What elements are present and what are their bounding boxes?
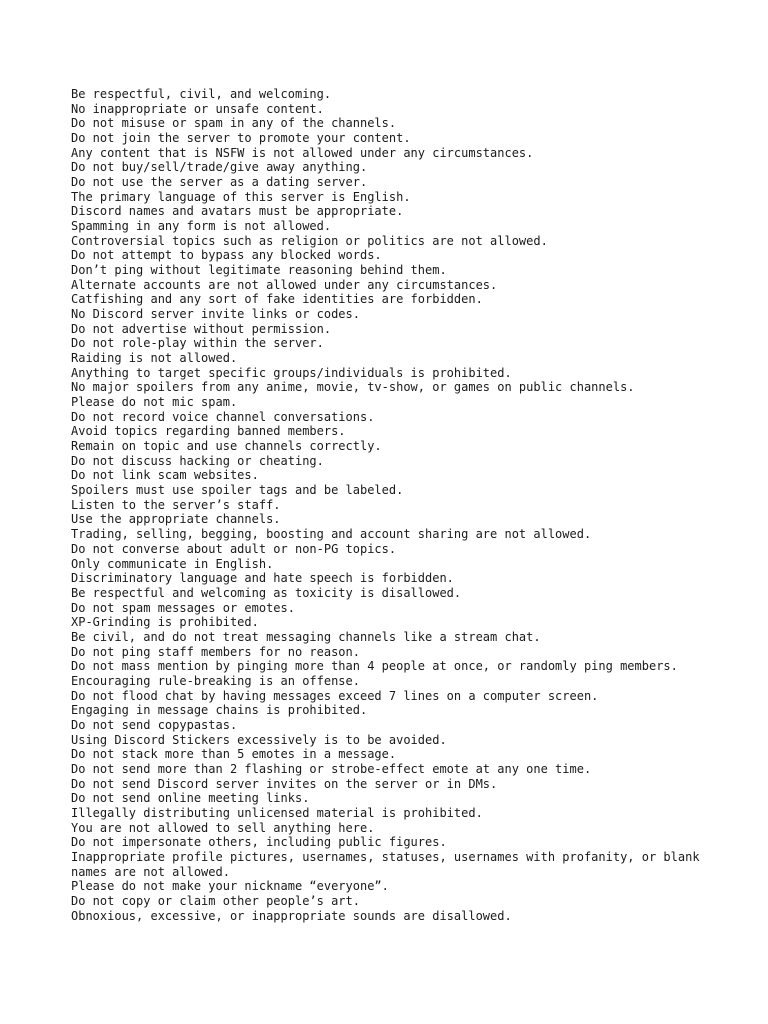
- rule-line: Any content that is NSFW is not allowed under any circumstances.: [71, 145, 534, 160]
- rule-line: No Discord server invite links or codes.: [71, 307, 360, 322]
- rule-line: Do not impersonate others, including public figures.: [71, 835, 447, 850]
- rule-line: Anything to target specific groups/individuals is prohibited.: [71, 365, 512, 380]
- rule-line: Do not join the server to promote your content.: [71, 131, 411, 146]
- rule-line: Do not link scam websites.: [71, 468, 259, 483]
- rule-line: Use the appropriate channels.: [71, 512, 281, 527]
- rule-line: Avoid topics regarding banned members.: [71, 424, 346, 439]
- rule-line: Do not spam messages or emotes.: [71, 600, 295, 615]
- rule-line: Please do not make your nickname “everyone”.: [71, 879, 389, 894]
- rule-line: Using Discord Stickers excessively is to be avoided.: [71, 732, 447, 747]
- rules-list: [71, 87, 711, 923]
- rule-line: You are not allowed to sell anything here.: [71, 820, 375, 835]
- rule-line: Controversial topics such as religion or politics are not allowed.: [71, 233, 548, 248]
- rule-line: Encouraging rule-breaking is an offense.: [71, 673, 360, 688]
- rule-line: Obnoxious, excessive, or inappropriate sounds are disallowed.: [71, 908, 512, 923]
- rule-line: Trading, selling, begging, boosting and account sharing are not allowed.: [71, 527, 592, 542]
- rule-line: Engaging in message chains is prohibited.: [71, 703, 368, 718]
- rule-line: Alternate accounts are not allowed under any circumstances.: [71, 277, 498, 292]
- rule-line: Listen to the server’s staff.: [71, 497, 281, 512]
- rule-line: Do not advertise without permission.: [71, 321, 332, 336]
- rule-line: Do not role-play within the server.: [71, 336, 324, 351]
- rule-line: Do not discuss hacking or cheating.: [71, 453, 324, 468]
- rule-line: Do not attempt to bypass any blocked words.: [71, 248, 382, 263]
- rule-line: Be respectful and welcoming as toxicity is disallowed.: [71, 585, 462, 600]
- rule-line: Don’t ping without legitimate reasoning behind them.: [71, 263, 447, 278]
- rule-line: Do not buy/sell/trade/give away anything.: [71, 160, 368, 175]
- rule-line: Please do not mic spam.: [71, 395, 238, 410]
- rule-line: Spamming in any form is not allowed.: [71, 219, 332, 234]
- rule-line: Do not send more than 2 flashing or strobe-effect emote at any one time.: [71, 761, 592, 776]
- rule-line: Do not stack more than 5 emotes in a message.: [71, 747, 397, 762]
- rule-line: Illegally distributing unlicensed material is prohibited.: [71, 805, 483, 820]
- rule-line: Do not flood chat by having messages exceed 7 lines on a computer screen.: [71, 688, 599, 703]
- rule-line: Do not use the server as a dating server.: [71, 175, 368, 190]
- rule-line: No major spoilers from any anime, movie, tv-show, or games on public channels.: [71, 380, 635, 395]
- rule-line: XP-Grinding is prohibited.: [71, 615, 259, 630]
- rule-line: Do not send copypastas.: [71, 717, 238, 732]
- rule-line: Do not ping staff members for no reason.: [71, 644, 360, 659]
- rule-line: Do not send Discord server invites on the server or in DMs.: [71, 776, 498, 791]
- rule-line: The primary language of this server is English.: [71, 189, 411, 204]
- rule-line: Inappropriate profile pictures, usernames, statuses, usernames with profanity, or blank names are not allowed.: [71, 849, 707, 879]
- rule-line: Remain on topic and use channels correctly.: [71, 439, 382, 454]
- rule-line: Be civil, and do not treat messaging channels like a stream chat.: [71, 629, 541, 644]
- rule-line: Raiding is not allowed.: [71, 351, 238, 366]
- rule-line: Do not mass mention by pinging more than 4 people at once, or randomly ping members.: [71, 659, 678, 674]
- rule-line: No inappropriate or unsafe content.: [71, 101, 324, 116]
- rule-line: Discriminatory language and hate speech is forbidden.: [71, 571, 454, 586]
- rule-line: Do not misuse or spam in any of the channels.: [71, 116, 397, 131]
- rule-line: Be respectful, civil, and welcoming.: [71, 87, 332, 101]
- rule-line: Spoilers must use spoiler tags and be labeled.: [71, 483, 404, 498]
- rule-line: Do not send online meeting links.: [71, 791, 310, 806]
- rule-line: Do not converse about adult or non-PG topics.: [71, 541, 397, 556]
- rule-line: Do not record voice channel conversations.: [71, 409, 375, 424]
- rule-line: Discord names and avatars must be appropriate.: [71, 204, 404, 219]
- rule-line: Catfishing and any sort of fake identities are forbidden.: [71, 292, 483, 307]
- rule-line: Only communicate in English.: [71, 556, 274, 571]
- rule-line: Do not copy or claim other people’s art.: [71, 893, 360, 908]
